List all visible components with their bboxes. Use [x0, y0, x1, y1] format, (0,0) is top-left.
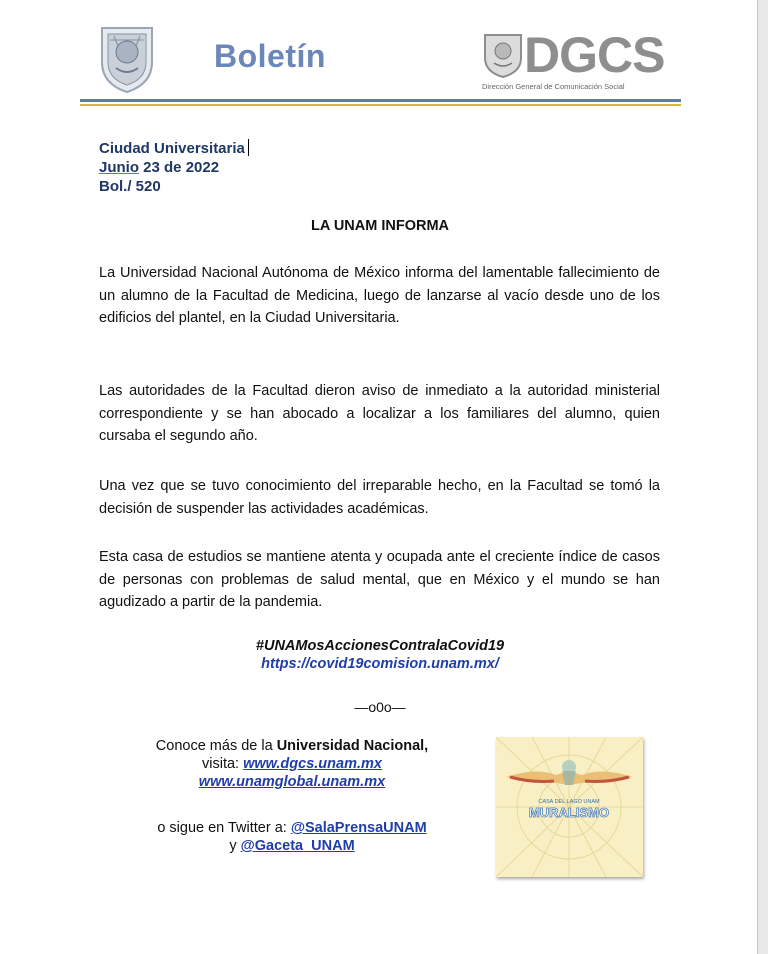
dgcs-subtitle: Dirección General de Comunicación Social — [482, 82, 625, 91]
mural-caption-small: CASA DEL LAGO UNAM — [538, 799, 600, 805]
more-university: Universidad Nacional — [276, 738, 425, 754]
dgcs-link[interactable]: www.dgcs.unam.mx — [243, 756, 382, 772]
twitter-and: y — [229, 838, 241, 854]
bulletin-heading: LA UNAM INFORMA — [311, 218, 449, 234]
date-rest: 23 de 2022 — [139, 159, 220, 176]
more-info-line2 — [100, 756, 484, 774]
covid-link[interactable]: https://covid19comision.unam.mx/ — [261, 656, 499, 672]
separator: —o0o— — [354, 699, 406, 715]
twitter-salaprensa-link[interactable]: @SalaPrensaUNAM — [290, 820, 427, 836]
header-rule-blue — [80, 99, 681, 102]
muralismo-image[interactable] — [496, 737, 643, 877]
bulletin-number: Bol./ 520 — [99, 178, 161, 195]
date-month: Junio — [99, 159, 139, 176]
hashtag: #UNAMosAccionesContralaCovid19 — [255, 638, 505, 654]
paragraph-3: Una vez que se tuvo conocimiento del irreparable hecho, en la Facultad se tomó la decisión de suspender las actividades académicas. — [99, 478, 660, 517]
twitter-line1 — [100, 820, 484, 838]
header-rule-gold — [80, 104, 681, 106]
dgcs-crest-icon — [482, 32, 524, 78]
bulletin-title: Boletín — [214, 38, 326, 74]
dgcs-logo — [482, 28, 682, 98]
more-info-line3 — [100, 774, 484, 792]
mural-caption-big: MURALISMO — [528, 805, 610, 820]
bulletin-meta — [99, 139, 249, 196]
twitter-prefix: o sigue en Twitter a: — [157, 820, 291, 836]
unamglobal-link[interactable]: www.unamglobal.unam.mx — [198, 774, 386, 790]
twitter-line2 — [100, 838, 484, 856]
paragraph-4: Esta casa de estudios se mantiene atenta y ocupada ante el creciente índice de casos de personas con problemas de salud mental, que en México y el mundo se han agudizado a partir de la pandemia. — [99, 549, 660, 611]
window-edge — [757, 0, 768, 954]
text-cursor — [248, 139, 249, 156]
visit-label: visita: — [202, 756, 244, 772]
paragraph-2: Las autoridades de la Facultad dieron aviso de inmediato a la autoridad ministerial correspondiente y se han abocado a localizar a los familiares del alumno, quien cursaba el segundo año. — [99, 383, 660, 445]
dgcs-logo-text: DGCS — [524, 27, 665, 83]
more-prefix: Conoce más de la — [155, 738, 277, 754]
more-comma: , — [424, 738, 429, 754]
twitter-gaceta-link[interactable]: @Gaceta_UNAM — [240, 838, 355, 854]
muralismo-artwork — [496, 737, 643, 877]
unam-crest-logo — [96, 22, 158, 94]
place: Ciudad Universitaria — [99, 140, 245, 157]
paragraph-1: La Universidad Nacional Autónoma de México informa del lamentable fallecimiento de un alumno de la Facultad de Medicina, luego de lanzarse al vacío desde uno de los edificios del plantel, en la Ciudad Universitaria. — [99, 265, 660, 327]
date — [99, 158, 249, 177]
more-info-line1 — [100, 738, 484, 756]
